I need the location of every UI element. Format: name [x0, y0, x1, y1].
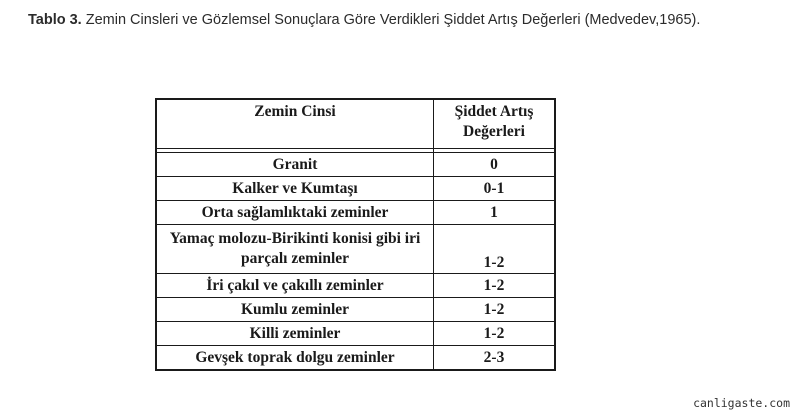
soil-cell: İri çakıl ve çakıllı zeminler [156, 274, 434, 298]
value-cell: 1 [434, 201, 556, 225]
table-row [156, 274, 555, 298]
soil-cell: Gevşek toprak dolgu zeminler [156, 346, 434, 371]
soil-cell: Yamaç molozu-Birikinti konisi gibi iri parçalı zeminler [156, 225, 434, 274]
value-cell: 2-3 [434, 346, 556, 371]
header-soil-type: Zemin Cinsi [156, 99, 434, 149]
table-row [156, 346, 555, 371]
value-cell: 0 [434, 153, 556, 177]
value-cell: 0-1 [434, 177, 556, 201]
table-caption [28, 10, 778, 31]
soil-cell: Kumlu zeminler [156, 298, 434, 322]
table-row [156, 225, 555, 274]
table-row [156, 177, 555, 201]
value-cell: 1-2 [434, 225, 556, 274]
caption-label: Tablo 3. [28, 12, 82, 28]
caption-text: Zemin Cinsleri ve Gözlemsel Sonuçlara Göre Verdikleri Şiddet Artış Değerleri (Medvedev,1965). [81, 12, 701, 28]
table-row [156, 298, 555, 322]
table-row [156, 153, 555, 177]
soil-cell: Kalker ve Kumtaşı [156, 177, 434, 201]
value-cell: 1-2 [434, 298, 556, 322]
table-row [156, 201, 555, 225]
table-header-row [156, 99, 555, 149]
soil-intensity-table [155, 98, 556, 371]
value-cell: 1-2 [434, 322, 556, 346]
soil-cell: Orta sağlamlıktaki zeminler [156, 201, 434, 225]
table-container [155, 98, 556, 371]
soil-cell: Killi zeminler [156, 322, 434, 346]
value-cell: 1-2 [434, 274, 556, 298]
soil-cell: Granit [156, 153, 434, 177]
site-watermark: canligaste.com [693, 396, 790, 410]
header-intensity-increase: Şiddet Artış Değerleri [434, 99, 556, 149]
table-row [156, 322, 555, 346]
